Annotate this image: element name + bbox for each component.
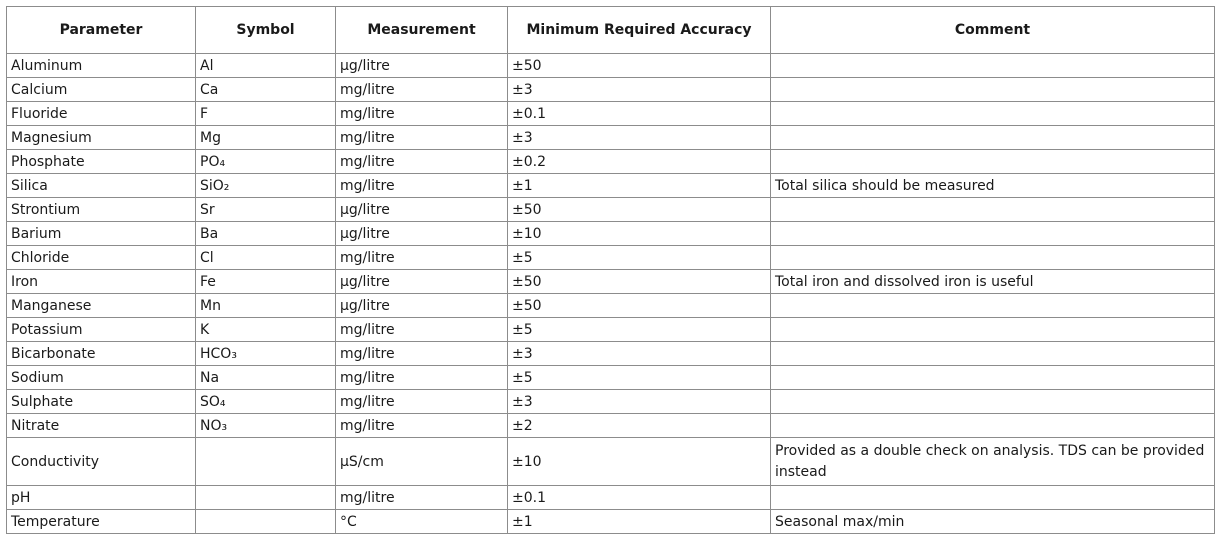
cell-comment: Total silica should be measured — [771, 174, 1215, 198]
cell-symbol: Cl — [196, 246, 336, 270]
cell-measurement: mg/litre — [336, 318, 508, 342]
table-row — [7, 318, 1215, 342]
table-row — [7, 270, 1215, 294]
cell-measurement: °C — [336, 510, 508, 534]
cell-parameter: Fluoride — [7, 102, 196, 126]
header-measurement: Measurement — [336, 7, 508, 54]
cell-measurement: mg/litre — [336, 414, 508, 438]
cell-symbol: Fe — [196, 270, 336, 294]
cell-parameter: Iron — [7, 270, 196, 294]
cell-accuracy: ±5 — [508, 366, 771, 390]
table-header — [7, 7, 1215, 54]
cell-parameter: pH — [7, 486, 196, 510]
cell-measurement: mg/litre — [336, 486, 508, 510]
cell-accuracy: ±10 — [508, 222, 771, 246]
cell-comment — [771, 294, 1215, 318]
cell-comment: Seasonal max/min — [771, 510, 1215, 534]
cell-accuracy: ±5 — [508, 246, 771, 270]
cell-comment — [771, 486, 1215, 510]
cell-symbol: Al — [196, 54, 336, 78]
cell-symbol: Na — [196, 366, 336, 390]
cell-comment — [771, 102, 1215, 126]
cell-comment — [771, 126, 1215, 150]
cell-parameter: Strontium — [7, 198, 196, 222]
cell-accuracy: ±50 — [508, 270, 771, 294]
cell-parameter: Sodium — [7, 366, 196, 390]
parameters-table — [6, 6, 1215, 534]
cell-symbol: Mn — [196, 294, 336, 318]
cell-symbol: SiO₂ — [196, 174, 336, 198]
cell-accuracy: ±50 — [508, 54, 771, 78]
cell-comment — [771, 390, 1215, 414]
cell-accuracy: ±3 — [508, 126, 771, 150]
table-row — [7, 414, 1215, 438]
cell-symbol: Sr — [196, 198, 336, 222]
cell-symbol: Ca — [196, 78, 336, 102]
cell-accuracy: ±3 — [508, 390, 771, 414]
cell-measurement: µS/cm — [336, 438, 508, 486]
cell-symbol: NO₃ — [196, 414, 336, 438]
cell-symbol: K — [196, 318, 336, 342]
cell-comment — [771, 342, 1215, 366]
table-row — [7, 126, 1215, 150]
cell-parameter: Chloride — [7, 246, 196, 270]
table-row — [7, 198, 1215, 222]
cell-measurement: mg/litre — [336, 390, 508, 414]
header-symbol: Symbol — [196, 7, 336, 54]
cell-measurement: mg/litre — [336, 150, 508, 174]
cell-comment — [771, 198, 1215, 222]
cell-accuracy: ±5 — [508, 318, 771, 342]
cell-measurement: mg/litre — [336, 174, 508, 198]
table-row — [7, 438, 1215, 486]
cell-parameter: Phosphate — [7, 150, 196, 174]
header-comment: Comment — [771, 7, 1215, 54]
cell-parameter: Bicarbonate — [7, 342, 196, 366]
cell-measurement: mg/litre — [336, 78, 508, 102]
cell-accuracy: ±3 — [508, 78, 771, 102]
cell-accuracy: ±50 — [508, 198, 771, 222]
table-row — [7, 486, 1215, 510]
cell-measurement: µg/litre — [336, 54, 508, 78]
table-row — [7, 246, 1215, 270]
cell-symbol: Ba — [196, 222, 336, 246]
cell-symbol: Mg — [196, 126, 336, 150]
table-row — [7, 54, 1215, 78]
cell-parameter: Temperature — [7, 510, 196, 534]
cell-measurement: µg/litre — [336, 222, 508, 246]
cell-comment — [771, 366, 1215, 390]
cell-accuracy: ±0.1 — [508, 486, 771, 510]
cell-accuracy: ±10 — [508, 438, 771, 486]
cell-measurement: mg/litre — [336, 366, 508, 390]
cell-comment — [771, 222, 1215, 246]
cell-accuracy: ±0.1 — [508, 102, 771, 126]
cell-comment — [771, 246, 1215, 270]
cell-comment — [771, 54, 1215, 78]
cell-measurement: mg/litre — [336, 102, 508, 126]
cell-measurement: µg/litre — [336, 198, 508, 222]
cell-parameter: Calcium — [7, 78, 196, 102]
table-row — [7, 222, 1215, 246]
cell-comment — [771, 78, 1215, 102]
header-row — [7, 7, 1215, 54]
cell-comment: Provided as a double check on analysis. TDS can be provided instead — [771, 438, 1215, 486]
cell-measurement: µg/litre — [336, 270, 508, 294]
cell-parameter: Potassium — [7, 318, 196, 342]
table-row — [7, 390, 1215, 414]
table-row — [7, 78, 1215, 102]
cell-symbol — [196, 486, 336, 510]
cell-parameter: Conductivity — [7, 438, 196, 486]
cell-accuracy: ±1 — [508, 510, 771, 534]
cell-parameter: Barium — [7, 222, 196, 246]
table-row — [7, 366, 1215, 390]
header-parameter: Parameter — [7, 7, 196, 54]
cell-parameter: Aluminum — [7, 54, 196, 78]
cell-measurement: mg/litre — [336, 126, 508, 150]
cell-symbol: F — [196, 102, 336, 126]
table-row — [7, 102, 1215, 126]
table-row — [7, 294, 1215, 318]
cell-comment: Total iron and dissolved iron is useful — [771, 270, 1215, 294]
cell-measurement: µg/litre — [336, 294, 508, 318]
cell-symbol: SO₄ — [196, 390, 336, 414]
cell-comment — [771, 414, 1215, 438]
cell-parameter: Manganese — [7, 294, 196, 318]
cell-accuracy: ±2 — [508, 414, 771, 438]
cell-parameter: Silica — [7, 174, 196, 198]
cell-symbol: PO₄ — [196, 150, 336, 174]
cell-parameter: Nitrate — [7, 414, 196, 438]
table-row — [7, 342, 1215, 366]
cell-parameter: Sulphate — [7, 390, 196, 414]
cell-measurement: mg/litre — [336, 246, 508, 270]
cell-accuracy: ±50 — [508, 294, 771, 318]
cell-symbol — [196, 510, 336, 534]
cell-comment — [771, 150, 1215, 174]
table-row — [7, 510, 1215, 534]
table-row — [7, 150, 1215, 174]
table-body — [7, 54, 1215, 534]
cell-accuracy: ±3 — [508, 342, 771, 366]
cell-measurement: mg/litre — [336, 342, 508, 366]
header-accuracy: Minimum Required Accuracy — [508, 7, 771, 54]
cell-parameter: Magnesium — [7, 126, 196, 150]
cell-comment — [771, 318, 1215, 342]
cell-symbol — [196, 438, 336, 486]
cell-accuracy: ±1 — [508, 174, 771, 198]
cell-accuracy: ±0.2 — [508, 150, 771, 174]
cell-symbol: HCO₃ — [196, 342, 336, 366]
table-row — [7, 174, 1215, 198]
